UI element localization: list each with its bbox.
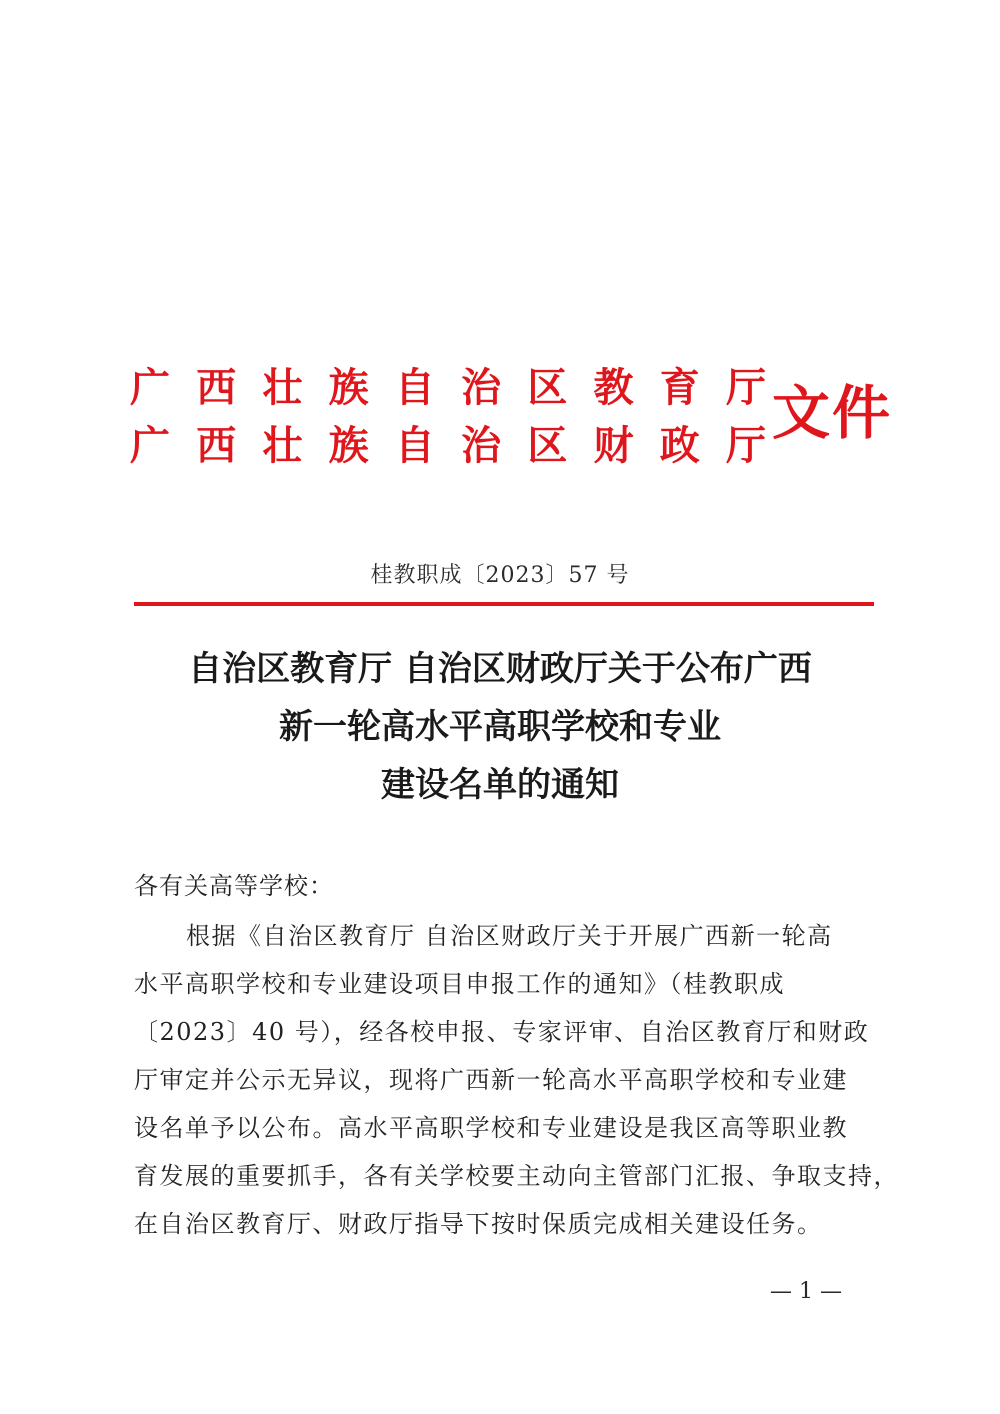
salutation: 各有关高等学校： — [134, 872, 334, 900]
red-divider — [134, 602, 874, 606]
issuer-char: 厅 — [725, 422, 766, 469]
body-paragraph — [134, 912, 899, 1248]
issuer-char: 广 — [130, 364, 170, 411]
issuer-char: 族 — [328, 364, 369, 411]
title-line: 自治区教育厅 自治区财政厅关于公布广西 — [188, 649, 812, 689]
issuer-char: 厅 — [725, 364, 766, 411]
masthead-suffix: 文件 — [772, 379, 893, 447]
title-line: 新一轮高水平高职学校和专业 — [279, 707, 721, 747]
issuer-char: 族 — [328, 422, 369, 469]
issuer-char: 西 — [196, 364, 237, 411]
issuer-char: 西 — [196, 422, 237, 469]
issuer-char: 壮 — [262, 364, 303, 411]
issuer-char: 区 — [527, 364, 568, 411]
issuer-char: 自 — [394, 422, 435, 469]
body-line: 水平高职学校和专业建设项目申报工作的通知》（桂教职成 — [134, 970, 785, 998]
issuer-char: 育 — [659, 364, 700, 411]
issuer-line-education — [128, 358, 768, 418]
page-number: — 1 — — [770, 1279, 842, 1304]
document-number: 桂教职成〔2023〕57 号 — [370, 563, 630, 588]
body-line: 育发展的重要抓手，各有关学校要主动向主管部门汇报、争取支持， — [134, 1162, 899, 1190]
body-line: 根据《自治区教育厅 自治区财政厅关于开展广西新一轮高 — [186, 922, 833, 950]
issuer-char: 财 — [593, 422, 634, 469]
issuer-char: 政 — [659, 422, 700, 469]
body-line: 〔2023〕40 号），经各校申报、专家评审、自治区教育厅和财政 — [134, 1018, 870, 1046]
body-line: 设名单予以公布。高水平高职学校和专业建设是我区高等职业教 — [134, 1114, 848, 1142]
issuer-char: 教 — [593, 364, 634, 411]
title-line: 建设名单的通知 — [381, 765, 619, 805]
issuer-char: 区 — [527, 422, 568, 469]
issuer-char: 广 — [130, 422, 170, 469]
issuer-char: 自 — [394, 364, 435, 411]
issuer-char: 壮 — [262, 422, 303, 469]
body-line: 在自治区教育厅、财政厅指导下按时保质完成相关建设任务。 — [134, 1210, 823, 1238]
issuer-char: 治 — [461, 364, 502, 411]
body-line: 厅审定并公示无异议，现将广西新一轮高水平高职学校和专业建 — [134, 1066, 848, 1094]
issuer-line-finance — [128, 416, 768, 476]
issuer-char: 治 — [461, 422, 502, 469]
document-title — [0, 640, 1000, 814]
